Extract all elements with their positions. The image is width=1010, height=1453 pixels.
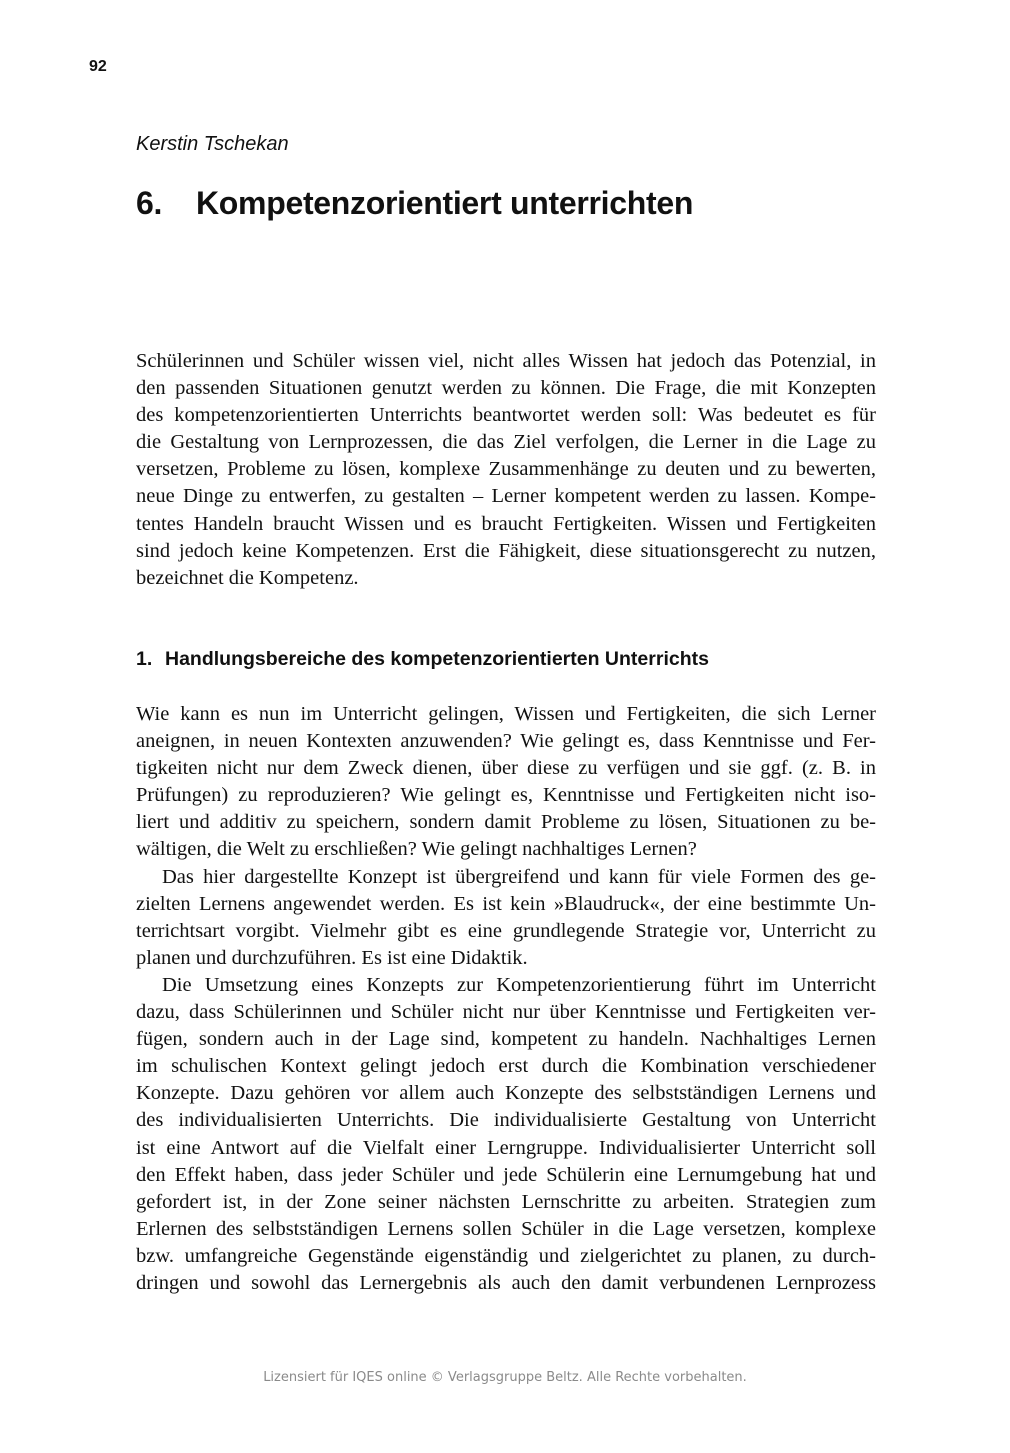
text-line: tentes Handeln braucht Wissen und es braucht Fertigkeiten. Wissen und Fertigkeiten	[136, 512, 876, 535]
text-line: liert und additiv zu speichern, sondern damit Probleme zu lösen, Situationen zu be-	[136, 811, 876, 834]
section-title: Handlungsbereiche des kompetenzorientierten Unterrichts	[165, 648, 709, 670]
text-line: des individualisierten Unterrichts. Die individualisierte Gestaltung von Unterricht	[136, 1109, 876, 1132]
section-body	[136, 701, 876, 1297]
text-line: den Effekt haben, dass jeder Schüler und jede Schülerin eine Lernumgebung hat und	[136, 1163, 876, 1186]
chapter-number: 6.	[136, 185, 163, 221]
text-line: im schulischen Kontext gelingt jedoch erst durch die Kombination verschiedener	[136, 1055, 876, 1078]
section-heading	[136, 648, 709, 671]
text-line: gefordert ist, in der Zone seiner nächsten Lernschritte zu arbeiten. Strategien zum	[136, 1190, 876, 1213]
page-number: 92	[89, 58, 107, 75]
text-line: zielten Lernens angewendet werden. Es ist kein »Blaudruck«, der eine bestimmte Un-	[136, 892, 876, 915]
text-line: Prüfungen) zu reproduzieren? Wie gelingt es, Kenntnisse und Fertigkeiten nicht iso-	[136, 784, 876, 807]
text-line: tigkeiten nicht nur dem Zweck dienen, über diese zu verfügen und sie ggf. (z. B. in	[136, 757, 876, 780]
text-line: Die Umsetzung eines Konzepts zur Kompetenzorientierung führt im Unterricht	[162, 973, 876, 996]
paragraph-1	[136, 701, 876, 864]
license-footer: Lizensiert für IQES online © Verlagsgruppe Beltz. Alle Rechte vorbehalten.	[263, 1370, 747, 1385]
text-line: Konzepte. Dazu gehören vor allem auch Konzepte des selbstständigen Lernens und	[136, 1082, 876, 1105]
text-line: neue Dinge zu entwerfen, zu gestalten – Lerner kompetent werden zu lassen. Kompe-	[136, 485, 876, 508]
text-line: planen und durchzuführen. Es ist eine Didaktik.	[136, 946, 528, 969]
text-line: versetzen, Probleme zu lösen, komplexe Zusammenhänge zu deuten und zu bewerten,	[136, 458, 876, 481]
text-line: dringen und sowohl das Lernergebnis als auch den damit verbundenen Lernprozess	[136, 1271, 876, 1294]
text-line: fügen, sondern auch in der Lage sind, kompetent zu handeln. Nachhaltiges Lernen	[136, 1028, 876, 1051]
text-line: den passenden Situationen genutzt werden zu können. Die Frage, die mit Konzepten	[136, 377, 876, 400]
text-line: des kompetenzorientierten Unterrichts beantwortet werden soll: Was bedeutet es für	[136, 404, 876, 427]
text-line: sind jedoch keine Kompetenzen. Erst die Fähigkeit, diese situationsgerecht zu nutzen,	[136, 539, 876, 562]
chapter-title	[136, 185, 693, 222]
text-line: Wie kann es nun im Unterricht gelingen, Wissen und Fertigkeiten, die sich Lerner	[136, 703, 876, 725]
text-line: bzw. umfangreiche Gegenstände eigenständig und zielgerichtet zu planen, zu durch-	[136, 1244, 876, 1267]
section-number: 1.	[136, 648, 153, 670]
author-name: Kerstin Tschekan	[136, 133, 289, 155]
text-line: Schülerinnen und Schüler wissen viel, nicht alles Wissen hat jedoch das Potenzial, in	[136, 350, 876, 372]
text-line: die Gestaltung von Lernprozessen, die das Ziel verfolgen, die Lerner in die Lage zu	[136, 431, 876, 454]
text-line: bezeichnet die Kompetenz.	[136, 566, 359, 589]
text-line: terrichtsart vorgibt. Vielmehr gibt es eine grundlegende Strategie vor, Unterricht zu	[136, 919, 876, 942]
text-line: dazu, dass Schülerinnen und Schüler nicht nur über Kenntnisse und Fertigkeiten ver-	[136, 1001, 876, 1024]
paragraph-3	[136, 972, 876, 1297]
text-line: Erlernen des selbstständigen Lernens sollen Schüler in die Lage versetzen, komplexe	[136, 1217, 876, 1240]
text-line: ist eine Antwort auf die Vielfalt einer Lerngruppe. Individualisierter Unterricht soll	[136, 1136, 876, 1159]
intro-paragraph	[136, 348, 876, 592]
chapter-title-text: Kompetenzorientiert unterrichten	[196, 185, 694, 221]
text-line: wältigen, die Welt zu erschließen? Wie gelingt nachhaltiges Lernen?	[136, 838, 697, 861]
text-line: Das hier dargestellte Konzept ist übergreifend und kann für viele Formen des ge-	[162, 865, 876, 888]
paragraph-2	[136, 864, 876, 972]
text-line: aneignen, in neuen Kontexten anzuwenden? Wie gelingt es, dass Kenntnisse und Fer-	[136, 730, 876, 753]
